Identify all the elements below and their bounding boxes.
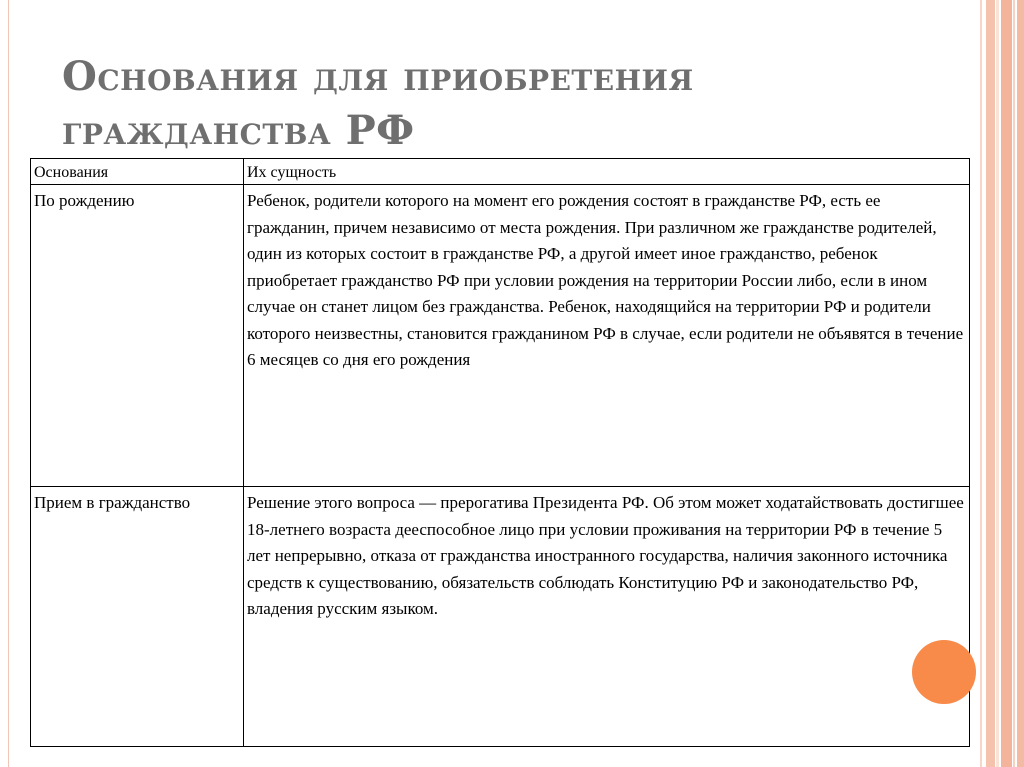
- cell-basis: По рождению: [31, 185, 244, 487]
- stripe: [1001, 0, 1012, 767]
- stripe: [996, 0, 999, 767]
- cell-essence: Решение этого вопроса — прерогатива Президента РФ. Об этом может ходатайствовать достигшее 18-летнего возраста дееспособное лицо при условии проживания на территории РФ в течение 5 лет непрерывно, отказа от гражданства иностранного государства, наличия законного источника средств к существованию, обязательств соблюдать Конституцию РФ и законодательство РФ, владения русским языком.: [244, 487, 970, 747]
- slide-title: [62, 50, 942, 158]
- stripe: [980, 0, 982, 767]
- slide-title-line-1: Основания для приобретения: [62, 53, 694, 100]
- slide-title-line-2: гражданства РФ: [62, 107, 415, 154]
- citizenship-grounds-table: [30, 158, 970, 747]
- header-cell-essence: Их сущность: [244, 159, 970, 185]
- stripe: [1013, 0, 1015, 767]
- cell-essence: Ребенок, родители которого на момент его рождения состоят в гражданстве РФ, есть ее гражданин, причем независимо от места рождения. При различном же гражданстве родителей, один из которых состоит в гражданстве РФ, а другой имеет иное гражданство, ребенок приобретает гражданство РФ при условии рождения на территории России либо, если в ином случае он станет лицом без гражданства. Ребенок, находящийся на территории РФ и родители которого неизвестны, становится гражданином РФ в случае, если родители не объявятся в течение 6 месяцев со дня его рождения: [244, 185, 970, 487]
- stripe: [986, 0, 995, 767]
- left-decorative-line: [8, 0, 9, 767]
- cell-basis: Прием в гражданство: [31, 487, 244, 747]
- header-cell-grounds: Основания: [31, 159, 244, 185]
- table-row: [31, 185, 970, 487]
- decorative-orange-circle: [912, 640, 976, 704]
- right-decorative-stripes: [980, 0, 1024, 767]
- stripe: [1017, 0, 1024, 767]
- table-header-row: [31, 159, 970, 185]
- table-row: [31, 487, 970, 747]
